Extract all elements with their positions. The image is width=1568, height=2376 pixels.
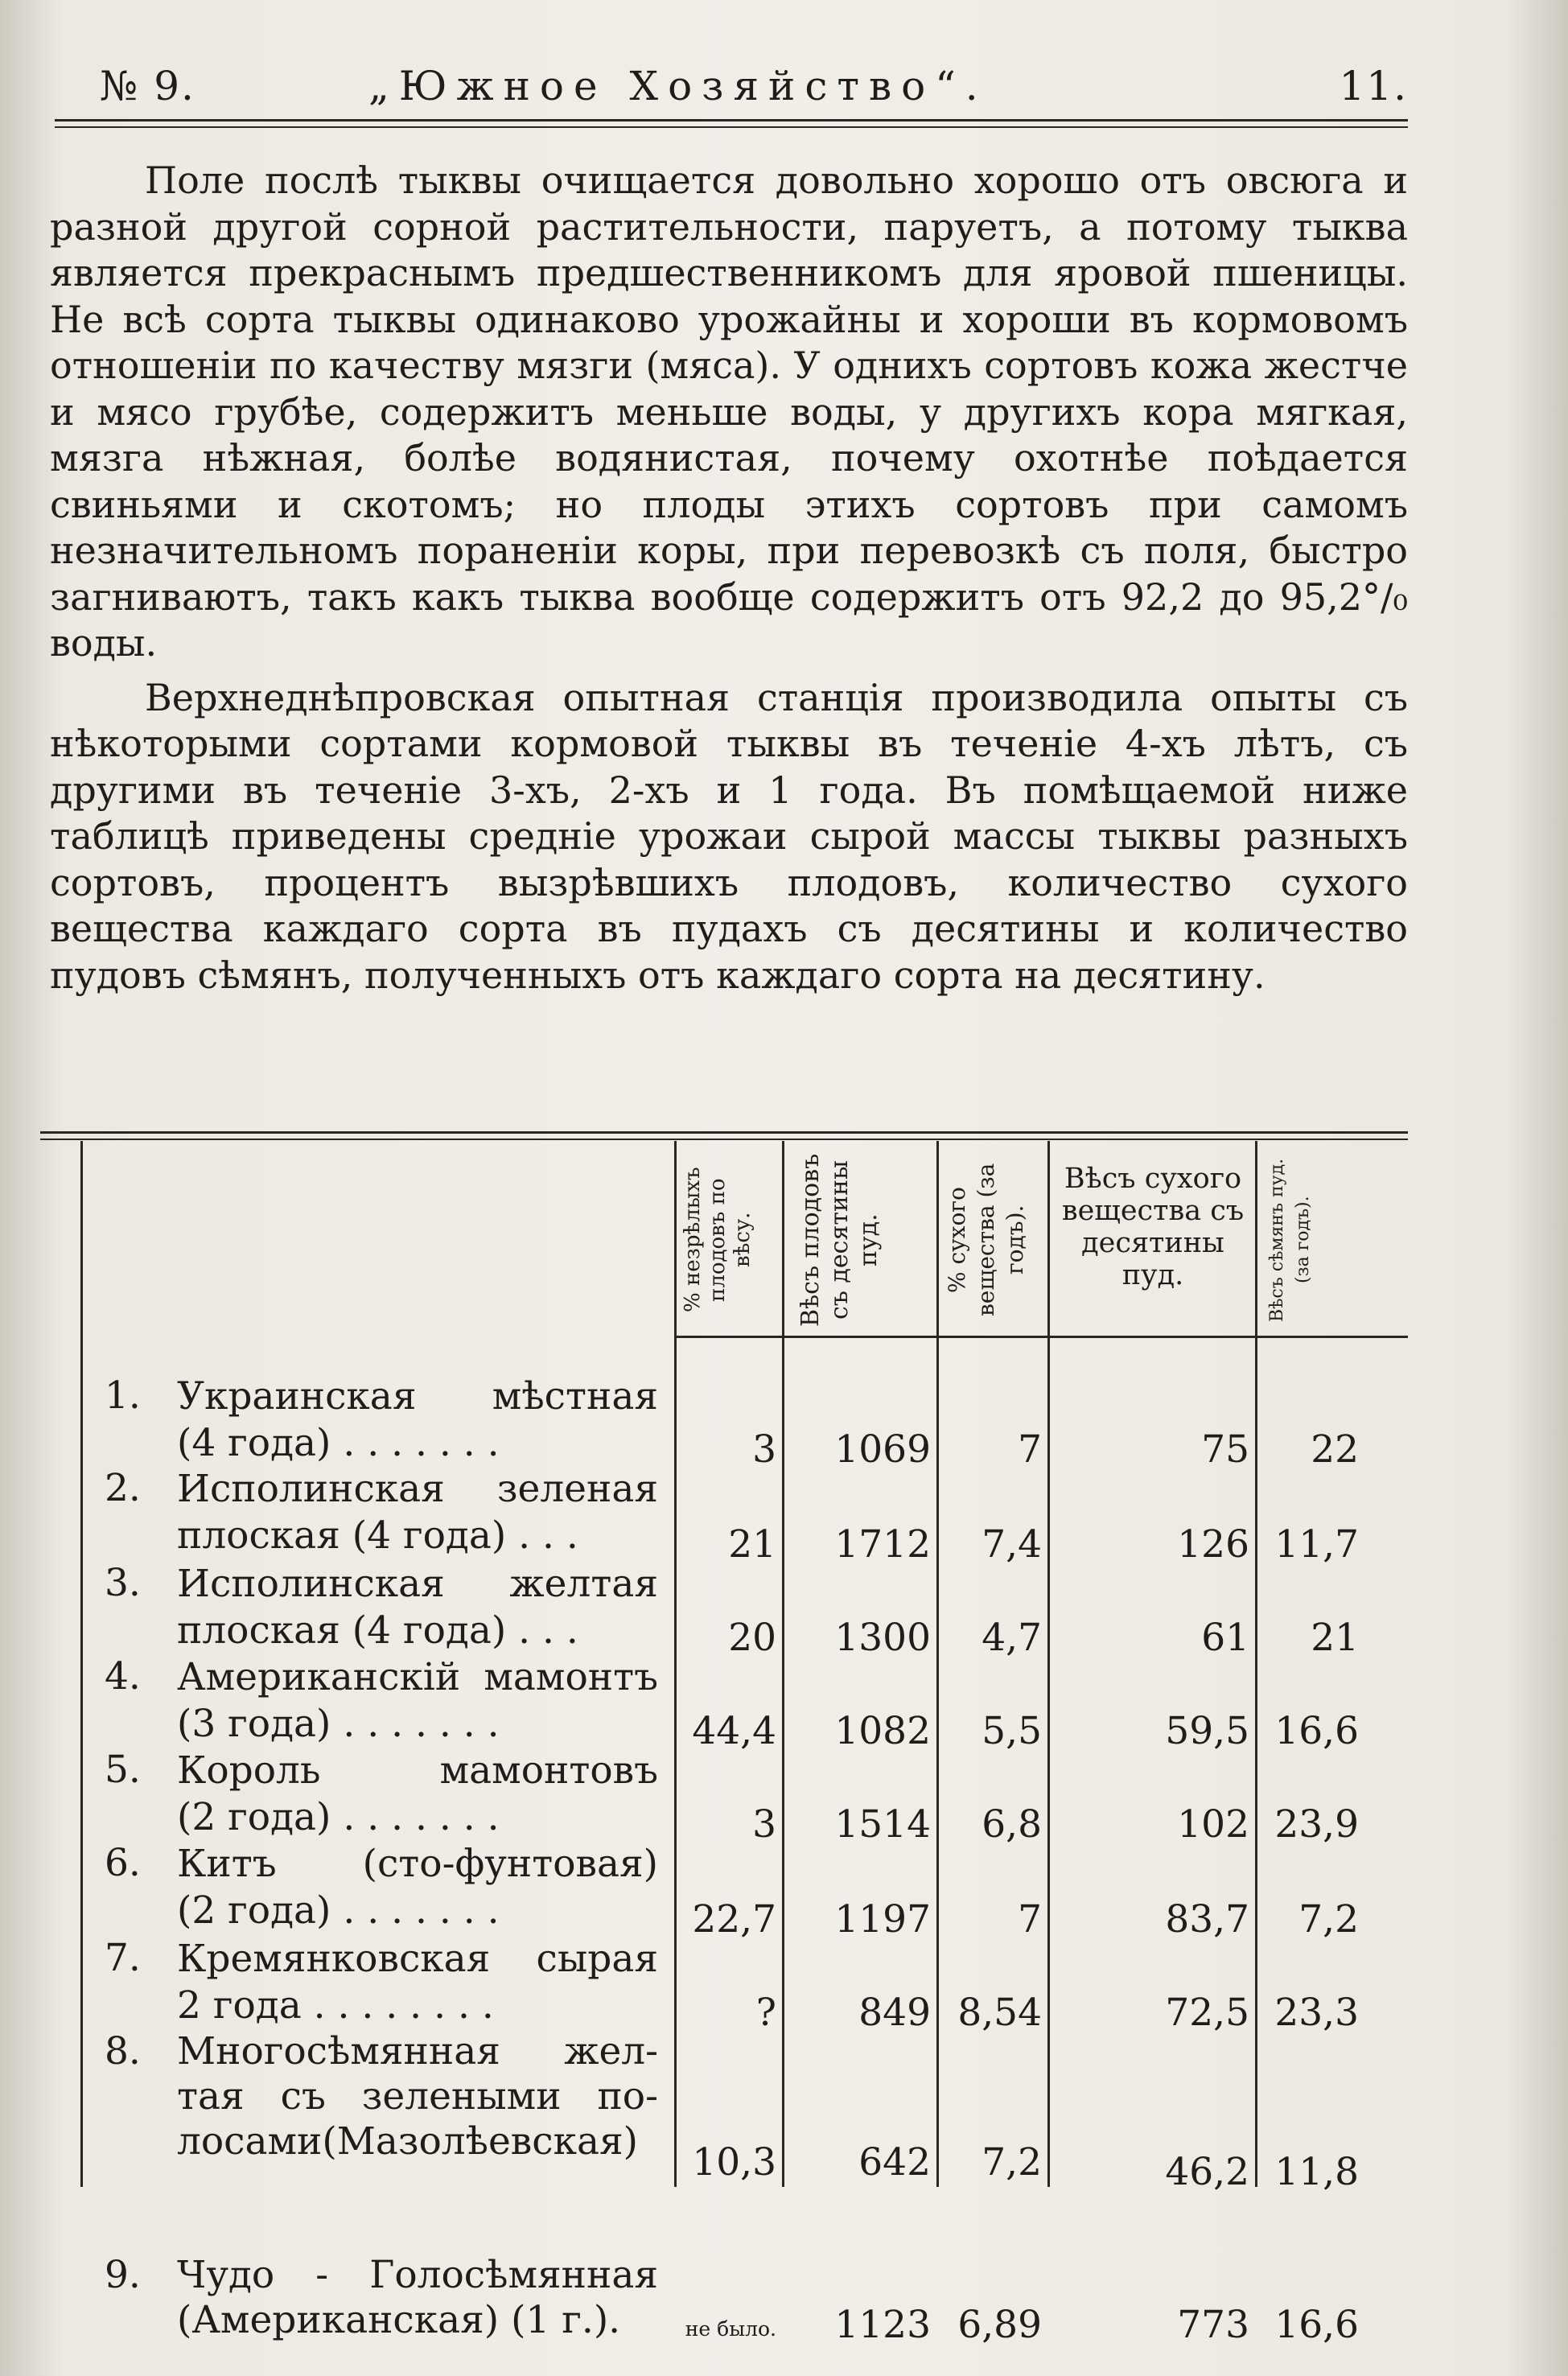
row-number: 3. xyxy=(105,1561,141,1605)
cell-unripe: 3 xyxy=(752,1427,776,1472)
table-row-3-variety: Исполинская желтая плоская (4 года) . . . xyxy=(177,1562,658,1653)
cell-dry-pct: 7 xyxy=(1018,1897,1042,1942)
table-rule-top xyxy=(40,1131,1408,1134)
cell-dry-pct: 4,7 xyxy=(982,1616,1042,1660)
column-header-unripe: % незрѣлыхъ плодовъ по вѣсу. xyxy=(681,1167,755,1313)
cell-unripe: ? xyxy=(755,1991,776,2035)
cell-seed-weight: 16,6 xyxy=(1274,2303,1359,2347)
cell-unripe: 22,7 xyxy=(692,1897,776,1942)
page-number: 11. xyxy=(1339,63,1408,109)
cell-fruit-weight: 1082 xyxy=(834,1709,931,1753)
header-rule-bottom xyxy=(55,126,1408,128)
cell-dry-weight: 773 xyxy=(1177,2303,1249,2347)
paragraph-1: Поле послѣ тыквы очищается довольно хорошо отъ овсюга и разной другой сорной растительности, паруетъ, а потому тыква является прекраснымъ предшественникомъ для яровой пшеницы. Не всѣ сорта тыквы одинаково урожайны и хороши въ кормовомъ отношеніи по качеству мязги (мяса). У однихъ сортовъ кожа жестче и мясо грубѣе, содержитъ меньше воды, у другихъ кора мягкая, мязга нѣжная, болѣе водянистая, почему охотнѣе поѣдается свиньями и скотомъ; но плоды этихъ сортовъ при самомъ незначительномъ пораненіи коры, при перевозкѣ съ поля, быстро загниваютъ, такъ какъ тыква вообще содержитъ отъ 92,2 до 95,2°/₀ воды. xyxy=(50,159,1408,665)
column-divider-3 xyxy=(936,1141,939,2187)
row-number: 6. xyxy=(105,1841,141,1885)
row-number: 4. xyxy=(105,1654,141,1699)
table-row-8-variety: Многосѣмянная жел- тая съ зелеными по- лосами(Мазолѣевская) xyxy=(177,2029,658,2164)
table-row-7-variety: Кремянковская сырая 2 года . . . . . . . . xyxy=(177,1937,658,2028)
column-header-rule xyxy=(674,1336,1408,1338)
table-rule-top-2 xyxy=(40,1139,1408,1140)
cell-fruit-weight: 1300 xyxy=(834,1616,931,1660)
cell-seed-weight: 23,3 xyxy=(1274,1991,1359,2035)
cell-dry-pct: 7 xyxy=(1018,1427,1042,1472)
table-row-1-variety: Украинская мѣстная (4 года) . . . . . . . xyxy=(177,1374,658,1465)
column-header-dry-matter-weight: Вѣсъ сухого вещества съ десятины пуд. xyxy=(1061,1163,1245,1291)
cell-seed-weight: 23,9 xyxy=(1274,1802,1359,1847)
cell-fruit-weight: 1123 xyxy=(834,2303,931,2347)
column-divider-4 xyxy=(1047,1141,1050,2187)
cell-unripe: 20 xyxy=(728,1616,776,1660)
row-number: 1. xyxy=(105,1373,141,1418)
cell-seed-weight: 16,6 xyxy=(1274,1709,1359,1753)
cell-seed-weight: 11,8 xyxy=(1274,2150,1359,2194)
article-body xyxy=(50,158,1408,999)
row-number: 8. xyxy=(105,2029,141,2073)
table-row-9-variety: Чудо - Голосѣмянная (Американская) (1 г.). xyxy=(177,2253,658,2342)
paragraph-2: Верхнеднѣпровская опытная станція производила опыты съ нѣкоторыми сортами кормовой тыквы въ теченіе 4-хъ лѣтъ, съ другими въ теченіе 3-хъ, 2-хъ и 1 года. Въ помѣщаемой ниже таблицѣ приведены средніе урожаи сырой массы тыквы разныхъ сортовъ, процентъ вызрѣвшихъ плодовъ, количество сухого вещества каждаго сорта въ пудахъ съ десятины и количество пудовъ сѣмянъ, полученныхъ отъ каждаго сорта на десятину. xyxy=(50,675,1408,997)
cell-fruit-weight: 1514 xyxy=(834,1802,931,1847)
cell-dry-weight: 46,2 xyxy=(1165,2150,1249,2194)
cell-unripe: не было. xyxy=(685,2317,776,2341)
cell-seed-weight: 7,2 xyxy=(1298,1897,1359,1942)
table-left-border xyxy=(80,1141,83,2187)
cell-dry-pct: 8,54 xyxy=(957,1991,1042,2035)
cell-dry-weight: 126 xyxy=(1177,1522,1249,1567)
cell-fruit-weight: 1069 xyxy=(834,1427,931,1472)
cell-dry-pct: 6,8 xyxy=(982,1802,1042,1847)
cell-dry-weight: 102 xyxy=(1177,1802,1249,1847)
cell-seed-weight: 22 xyxy=(1311,1427,1359,1472)
table-row-4-variety: Американскій мамонтъ (3 года) . . . . . . . xyxy=(177,1655,658,1746)
cell-dry-weight: 61 xyxy=(1201,1616,1249,1660)
cell-fruit-weight: 642 xyxy=(858,2140,931,2185)
row-number: 2. xyxy=(105,1466,141,1510)
cell-dry-pct: 6,89 xyxy=(957,2303,1042,2347)
table-row-2-variety: Исполинская зеленая плоская (4 года) . . . xyxy=(177,1467,658,1558)
cell-seed-weight: 21 xyxy=(1311,1616,1359,1660)
cell-dry-pct: 7,2 xyxy=(982,2140,1042,2185)
column-divider-5 xyxy=(1255,1141,1257,2187)
column-header-seed-weight: Вѣсъ сѣмянъ пуд. (за годъ). xyxy=(1267,1158,1313,1322)
table-row-5-variety: Король мамонтовъ (2 года) . . . . . . . xyxy=(177,1748,658,1839)
column-header-dry-matter-pct: % сухого вещества (за годъ). xyxy=(944,1163,1028,1317)
cell-unripe: 10,3 xyxy=(692,2140,776,2185)
cell-dry-weight: 75 xyxy=(1201,1427,1249,1472)
cell-seed-weight: 11,7 xyxy=(1274,1522,1359,1567)
cell-unripe: 21 xyxy=(728,1522,776,1567)
cell-dry-pct: 7,4 xyxy=(982,1522,1042,1567)
cell-dry-weight: 72,5 xyxy=(1165,1991,1249,2035)
row-number: 5. xyxy=(105,1748,141,1792)
column-divider-2 xyxy=(782,1141,784,2187)
cell-fruit-weight: 849 xyxy=(858,1991,931,2035)
column-header-fruit-weight: Вѣсъ плодовъ съ десятины пуд. xyxy=(796,1153,883,1327)
cell-unripe: 3 xyxy=(752,1802,776,1847)
running-header xyxy=(80,63,1408,119)
journal-title: „Южное Хозяйство“. xyxy=(368,63,988,109)
row-number: 7. xyxy=(105,1936,141,1980)
cell-dry-weight: 59,5 xyxy=(1165,1709,1249,1753)
header-rule-top xyxy=(55,119,1408,121)
cell-unripe: 44,4 xyxy=(692,1709,776,1753)
cell-dry-pct: 5,5 xyxy=(982,1709,1042,1753)
row-number: 9. xyxy=(105,2253,141,2297)
table-row-6-variety: Китъ (сто-фунтовая) (2 года) . . . . . . . xyxy=(177,1842,658,1933)
issue-number: № 9. xyxy=(100,63,195,109)
column-divider-1 xyxy=(674,1141,677,2187)
cell-dry-weight: 83,7 xyxy=(1165,1897,1249,1942)
cell-fruit-weight: 1712 xyxy=(834,1522,931,1567)
cell-fruit-weight: 1197 xyxy=(834,1897,931,1942)
